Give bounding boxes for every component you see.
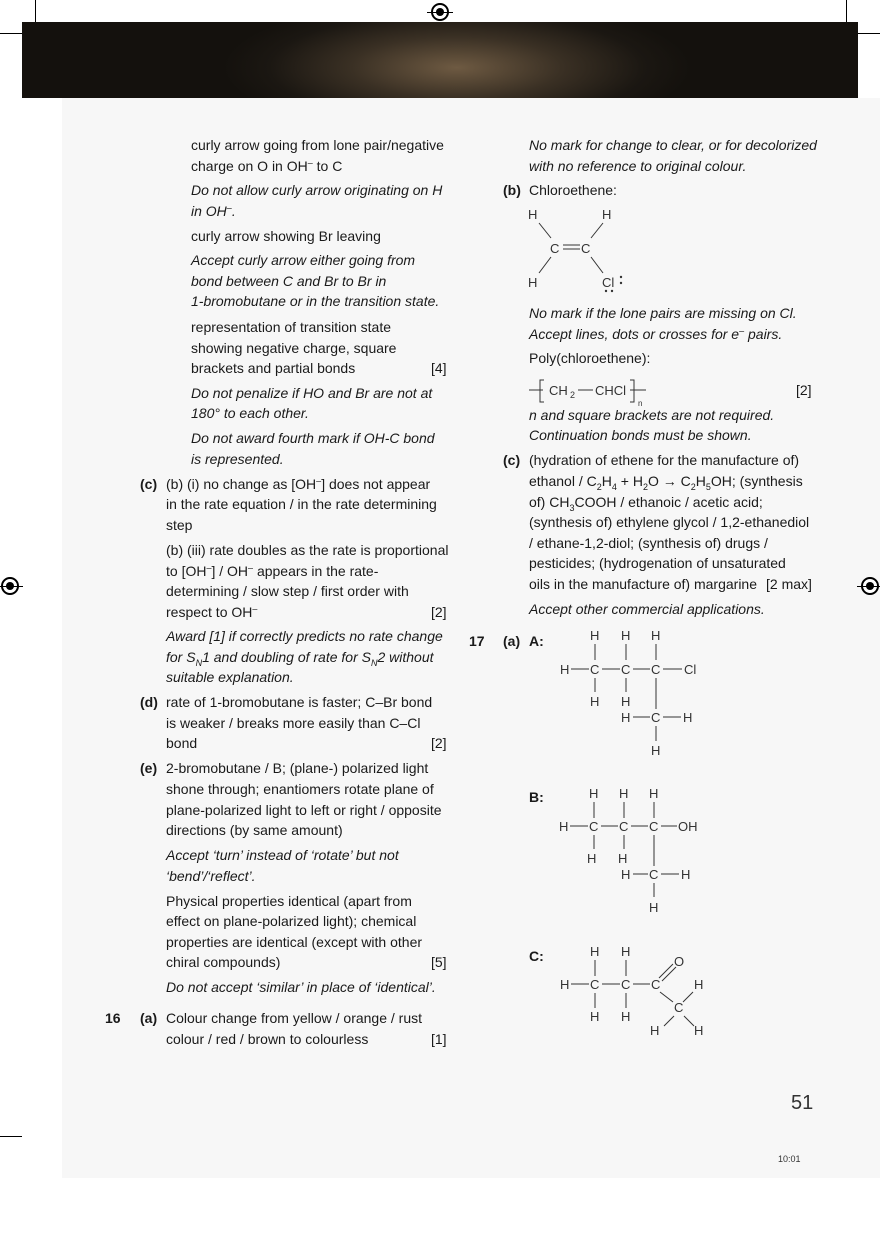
structure-label: A: (529, 633, 544, 649)
atom-h: H (560, 977, 570, 992)
text-line: Chloroethene: (529, 182, 617, 198)
atom-c: C (674, 1000, 684, 1015)
page-number: 51 (791, 1092, 814, 1114)
polychloroethene-structure (529, 375, 659, 409)
mark-value: [2 max] (766, 576, 812, 592)
registration-mark-top-icon (431, 3, 449, 21)
text-line: / ethane-1,2-diol; (synthesis of) drugs / (529, 535, 768, 551)
text-line: step (166, 517, 193, 533)
crop-mark-bottom-left (0, 1136, 22, 1137)
mark-value: [2] (796, 382, 812, 398)
text-line: colour / red / brown to colourless (166, 1031, 369, 1047)
text-line: Physical properties identical (apart from (166, 893, 412, 909)
text-line: Do not award fourth mark if OH-C bond (191, 430, 435, 446)
text-line: showing negative charge, square (191, 340, 397, 356)
atom-c: C (651, 710, 661, 725)
text-line: Continuation bonds must be shown. (529, 427, 752, 443)
text-line: Accept ‘turn’ instead of ‘rotate’ but not (166, 847, 399, 863)
atom-h: H (651, 743, 661, 758)
atom-h: H (587, 851, 597, 866)
atom-c: C (590, 662, 600, 677)
question-number: 17 (469, 633, 485, 649)
atom-h: H (528, 275, 538, 290)
text-line: bond (166, 735, 198, 751)
part-label: (e) (140, 760, 158, 776)
atom-c: C (619, 819, 629, 834)
atom-h: H (590, 694, 600, 709)
atom-h: H (621, 1009, 631, 1024)
header-banner (22, 22, 858, 98)
text-line: suitable explanation. (166, 669, 294, 685)
atom-h: H (590, 1009, 600, 1024)
structure-label: B: (529, 789, 544, 805)
group-ch2: CH (549, 383, 568, 398)
crop-mark-left (35, 0, 36, 22)
atom-h: H (559, 819, 569, 834)
text-line: is weaker / breaks more easily than C–Cl (166, 715, 421, 731)
text-line: ethanol / $C_2H_4 + H_2O \to C_2H_5OH$; (synthesis (529, 473, 803, 492)
text-line: Accept other commercial applications. (529, 601, 765, 617)
mark-value: [4] (431, 360, 447, 376)
text-line: plane-polarized light to left or right / opposite (166, 802, 442, 818)
repeat-n: n (638, 399, 643, 408)
text-line: Accept lines, dots or crosses for e– pairs. (529, 325, 783, 342)
atom-h: H (590, 628, 600, 643)
atom-cl: Cl (602, 275, 615, 290)
atom-o: O (674, 954, 685, 969)
text-line: is represented. (191, 451, 284, 467)
atom-c: C (651, 977, 661, 992)
group-chcl: CHCl (595, 383, 627, 398)
structure-c (555, 940, 715, 1040)
text-line: Accept curly arrow either going from (191, 252, 416, 268)
mark-value: [5] (431, 954, 447, 970)
atom-h: H (528, 207, 538, 222)
text-line: representation of transition state (191, 319, 392, 335)
atom-h: H (621, 944, 631, 959)
structure-b (555, 783, 715, 923)
text-line: Do not allow curly arrow originating on H (191, 182, 443, 198)
atom-c: C (621, 662, 631, 677)
text-line: curly arrow going from lone pair/negative (191, 137, 444, 153)
text-line: oils in the manufacture of) margarine (529, 576, 757, 592)
text-line: 1-bromobutane or in the transition state. (191, 293, 440, 309)
atom-c: C (649, 867, 659, 882)
text-line: (synthesis of) ethylene glycol / 1,2-ethanediol (529, 514, 810, 530)
text-line: No mark if the lone pairs are missing on Cl. (529, 305, 797, 321)
text-line: rate of 1-bromobutane is faster; C–Br bond (166, 694, 433, 710)
text-line: in the rate equation / in the rate determining (166, 496, 437, 512)
atom-h: H (621, 867, 631, 882)
text-line: (b) (iii) rate doubles as the rate is proportional (166, 542, 449, 558)
crop-mark-top-right-h (858, 33, 880, 34)
atom-c: C (621, 977, 631, 992)
atom-h: H (683, 710, 693, 725)
text-line: 180° to each other. (191, 405, 309, 421)
atom-h: H (590, 944, 600, 959)
structure-a (555, 625, 715, 765)
atom-h: H (694, 1023, 704, 1038)
atom-h: H (649, 786, 659, 801)
subscript: 2 (570, 390, 576, 400)
text-line: Poly(chloroethene): (529, 350, 651, 366)
part-label: (b) (503, 182, 521, 198)
text-line: chiral compounds) (166, 954, 281, 970)
text-line: (hydration of ethene for the manufacture of) (529, 452, 800, 468)
atom-c: C (651, 662, 661, 677)
chloroethene-structure (525, 202, 645, 298)
text-line: Colour change from yellow / orange / rust (166, 1010, 423, 1026)
atom-h: H (602, 207, 612, 222)
group-oh: OH (678, 819, 698, 834)
part-label: (a) (503, 633, 521, 649)
part-label: (d) (140, 694, 158, 710)
text-line: in OH–. (191, 202, 236, 219)
text-line: charge on O in OH– to C (191, 157, 343, 174)
text-line: brackets and partial bonds (191, 360, 356, 376)
text-line: of) $CH_3COOH$ / ethanoic / acetic acid; (529, 494, 763, 513)
text-line: pesticides; (hydrogenation of unsaturated (529, 555, 786, 571)
crop-mark-top-left-h (0, 33, 22, 34)
atom-h: H (621, 628, 631, 643)
text-line: properties are identical (except with other (166, 934, 423, 950)
text-line: bond between C and Br to Br in (191, 273, 387, 289)
mark-value: [2] (431, 735, 447, 751)
footer-timestamp: 10:01 (778, 1154, 801, 1164)
atom-cl: Cl (684, 662, 697, 677)
text-line: effect on plane-polarized light); chemical (166, 913, 417, 929)
text-line: to [OH–] / OH– appears in the rate- (166, 562, 379, 579)
text-line: Award [1] if correctly predicts no rate change (166, 628, 443, 644)
atom-h: H (621, 694, 631, 709)
mark-value: [1] (431, 1031, 447, 1047)
atom-h: H (618, 851, 628, 866)
text-line: 2-bromobutane / B; (plane-) polarized light (166, 760, 429, 776)
text-line: No mark for change to clear, or for decolorized (529, 137, 817, 153)
part-label: (a) (140, 1010, 158, 1026)
question-number: 16 (105, 1010, 121, 1026)
registration-mark-right-icon (861, 577, 879, 595)
text-line: ‘bend’/‘reflect’. (166, 868, 256, 884)
atom-h: H (651, 628, 661, 643)
atom-h: H (589, 786, 599, 801)
text-line: curly arrow showing Br leaving (191, 228, 381, 244)
atom-h: H (619, 786, 629, 801)
atom-c: C (550, 241, 560, 256)
text-line: with no reference to original colour. (529, 158, 747, 174)
atom-h: H (649, 900, 659, 915)
text-line: (b) (i) no change as [OH–] does not appear (166, 475, 431, 492)
atom-h: H (560, 662, 570, 677)
atom-h: H (681, 867, 691, 882)
text-line: directions (by same amount) (166, 822, 343, 838)
atom-c: C (649, 819, 659, 834)
text-line: shone through; enantiomers rotate plane of (166, 781, 434, 797)
text-line: for $S_N1$ and doubling of rate for $S_N2$ without (166, 649, 434, 668)
text-line: respect to OH– (166, 603, 258, 620)
part-label: (c) (140, 476, 158, 492)
registration-mark-left-icon (1, 577, 19, 595)
crop-mark-right (846, 0, 847, 22)
structure-label: C: (529, 948, 544, 964)
atom-h: H (621, 710, 631, 725)
text-line: determining / slow step / first order with (166, 583, 409, 599)
atom-c: C (589, 819, 599, 834)
atom-h: H (694, 977, 704, 992)
atom-c: C (590, 977, 600, 992)
part-label: (c) (503, 452, 521, 468)
text-line: Do not accept ‘similar’ in place of ‘identical’. (166, 979, 436, 995)
text-line: Do not penalize if HO and Br are not at (191, 385, 433, 401)
atom-h: H (650, 1023, 660, 1038)
mark-value: [2] (431, 604, 447, 620)
atom-c: C (581, 241, 591, 256)
text-line: n and square brackets are not required. (529, 407, 775, 423)
